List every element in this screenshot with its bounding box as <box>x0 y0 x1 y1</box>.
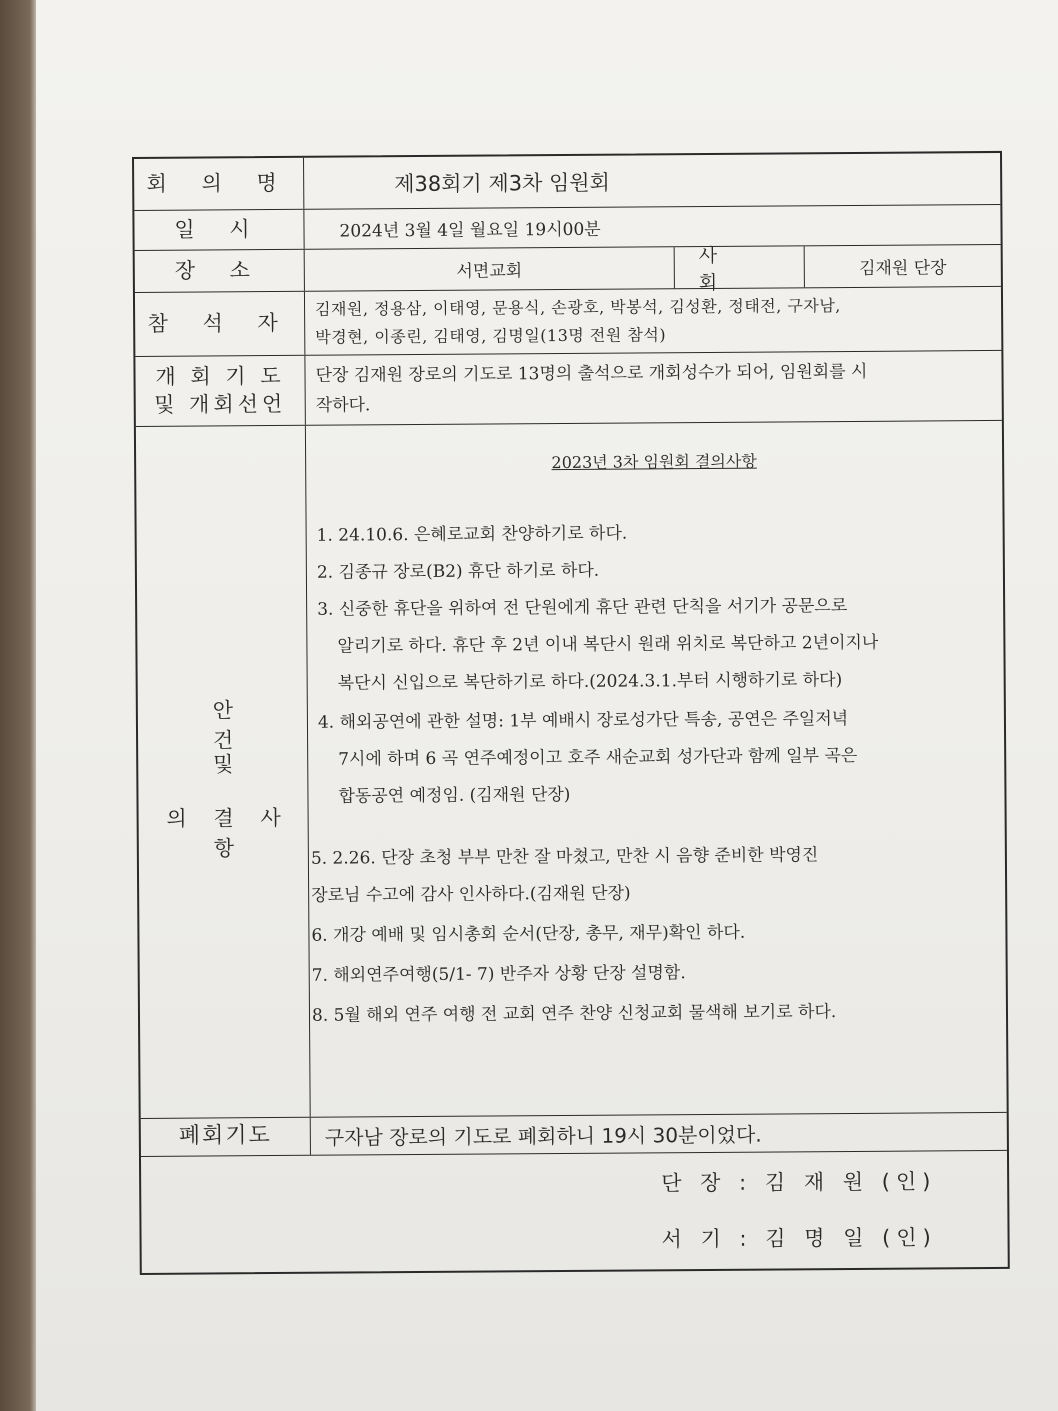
row-agenda <box>136 421 1007 1119</box>
label-opening-line-1: 개 회 기 도 <box>155 364 285 390</box>
label-agenda-line-2: 및 <box>213 752 234 777</box>
value-place: 서면교회 <box>305 247 675 291</box>
agenda-item: 1. 24.10.6. 은혜로교회 찬양하기로 하다. <box>316 523 628 546</box>
value-opening <box>305 351 1001 425</box>
signature-secretary: 서 기 : 김 명 일 (인) <box>661 1225 937 1252</box>
agenda-item: 7. 해외연주여행(5/1- 7) 반주자 상황 단장 설명함. <box>311 963 686 986</box>
attendees-line-1: 김재원, 정용삼, 이태영, 문용식, 손광호, 박봉석, 김성환, 정태전, 구자남, <box>314 295 841 319</box>
agenda-item: 6. 개강 예배 및 임시총회 순서(단장, 총무, 재무)확인 하다. <box>311 922 746 946</box>
agenda-item: 복단시 신입으로 복단하기로 하다.(2024.3.1.부터 시행하기로 하다) <box>337 670 843 694</box>
agenda-item: 장로님 수고에 감사 인사하다.(김재원 단장) <box>311 883 631 906</box>
agenda-item: 2. 김종규 장로(B2) 휴단 하기로 하다. <box>316 560 600 583</box>
label-meeting-name: 회 의 명 <box>134 158 304 210</box>
label-opening <box>135 356 305 426</box>
agenda-item: 3. 신중한 휴단을 위하여 전 단원에게 휴단 관련 단칙을 서기가 공문으로 <box>317 596 848 620</box>
label-agenda-line-3: 의 결 사 항 <box>166 805 291 861</box>
agenda-item: 합동공연 예정임. (김재원 단장) <box>338 784 571 807</box>
value-attendees <box>305 287 1001 355</box>
agenda-title: 2023년 3차 임원회 결의사항 <box>551 451 757 473</box>
label-opening-line-2: 및 개회선언 <box>154 391 287 417</box>
signature-leader: 단 장 : 김 재 원 (인) <box>661 1169 937 1196</box>
value-closing: 구자남 장로의 기도로 폐회하니 19시 30분이었다. <box>324 1122 762 1150</box>
agenda-item: 5. 2.26. 단장 초청 부부 만찬 잘 마쳤고, 만찬 시 음향 준비한 박영진 <box>310 845 819 869</box>
minutes-table <box>132 151 1010 1275</box>
label-agenda-line-1: 안 건 <box>212 697 306 753</box>
row-closing <box>141 1113 1007 1157</box>
agenda-item: 7시에 하며 6 곡 연주예정이고 호주 새순교회 성가단과 함께 일부 곡은 <box>338 745 858 770</box>
agenda-content <box>306 421 1007 1117</box>
label-place: 장 소 <box>135 250 305 292</box>
signature-block <box>141 1151 1008 1273</box>
agenda-item: 4. 해외공연에 관한 설명: 1부 예배시 장로성가단 특송, 공연은 주일저녁 <box>317 709 849 733</box>
label-datetime: 일 시 <box>134 210 304 250</box>
label-closing: 폐회기도 <box>141 1118 311 1156</box>
value-meeting-name: 제38회기 제3차 임원회 <box>394 170 611 196</box>
row-attendees <box>135 287 1001 357</box>
label-agenda <box>136 426 311 1118</box>
label-host: 사 회 <box>675 246 805 288</box>
row-place <box>135 245 1001 293</box>
row-meeting-name <box>134 153 1000 211</box>
value-datetime: 2024년 3월 4일 월요일 19시00분 <box>339 219 601 242</box>
opening-line-2: 작하다. <box>315 394 371 416</box>
agenda-item: 8. 5월 해외 연주 여행 전 교회 연주 찬양 신청교회 물색해 보기로 하다. <box>311 1002 837 1026</box>
row-opening <box>135 351 1001 427</box>
opening-line-1: 단장 김재원 장로의 기도로 13명의 출석으로 개회성수가 되어, 임원회를 시 <box>315 361 868 386</box>
attendees-line-2: 박경현, 이종린, 김태영, 김명일(13명 전원 참석) <box>315 324 667 347</box>
row-datetime <box>134 205 1000 251</box>
value-host: 김재원 단장 <box>858 258 947 279</box>
agenda-item: 알리기로 하다. 휴단 후 2년 이내 복단시 원래 위치로 복단하고 2년이지나 <box>337 632 879 657</box>
label-attendees: 참 석 자 <box>135 292 305 356</box>
